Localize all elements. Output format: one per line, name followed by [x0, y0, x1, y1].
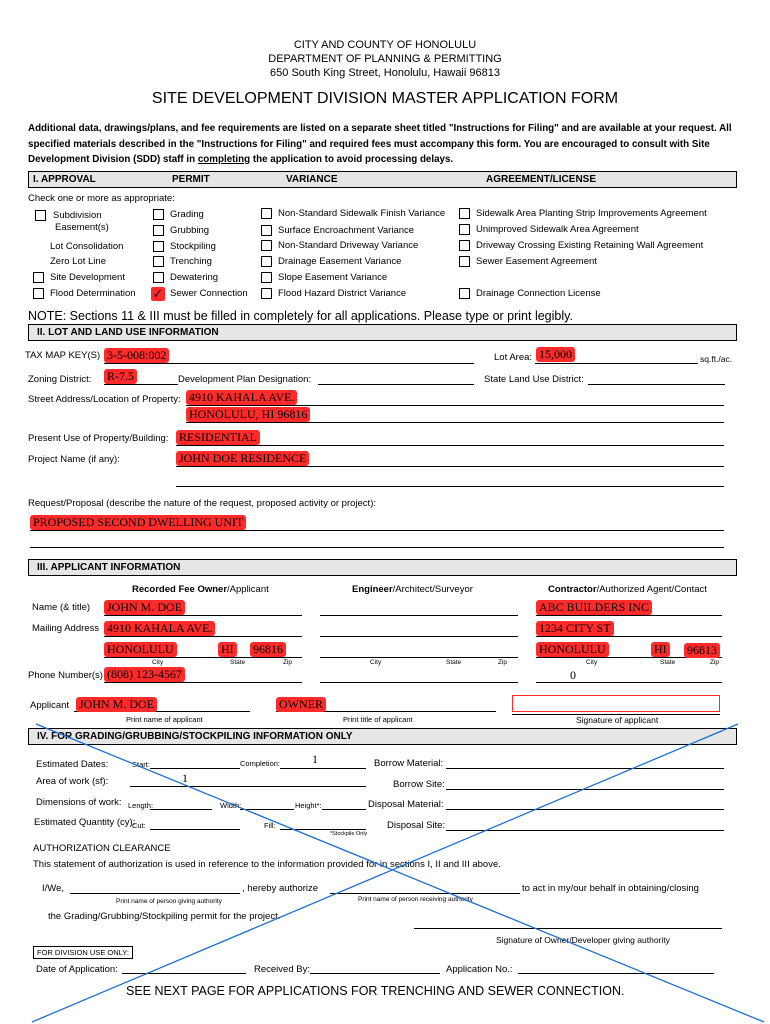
est-dates-label: Estimated Dates: — [36, 759, 109, 770]
cut-label: Cut: — [132, 821, 146, 830]
contractor-zip-caption: Zip — [710, 659, 720, 666]
dimensions-label: Dimensions of work: — [36, 797, 122, 808]
application-no-label: Application No.: — [446, 964, 513, 975]
present-use-label: Present Use of Property/Building: — [28, 433, 169, 444]
mailing-label: Mailing Address — [32, 623, 100, 634]
borrow-site-label: Borrow Site: — [393, 779, 445, 790]
label-slope-easement-variance: Slope Easement Variance — [278, 272, 388, 283]
col-approval: I. APPROVAL — [33, 174, 96, 185]
label-zero-lot-line: Zero Lot Line — [50, 256, 106, 267]
col-owner-header: Recorded Fee Owner/Applicant — [132, 584, 269, 595]
start-label: Start: — [132, 760, 150, 769]
division-use-box: FOR DIVISION USE ONLY: — [33, 946, 133, 959]
contractor-city-caption: City — [586, 659, 598, 666]
intro-paragraph: Additional data, drawings/plans, and fee requirements are listed on a separate sheet titled "Instructions for Filing" and are available at your request. All specified materials described in the "Instructions for Filing" and required fees must accompany this form. You are encouraged to consult with Site Development Division (SDD) staff in completing the application to avoid processing delays. — [28, 123, 732, 165]
label-grading: Grading — [170, 209, 204, 220]
section2-title: II. LOT AND LAND USE INFORMATION — [37, 327, 219, 338]
label-surface-encroachment: Surface Encroachment Variance — [278, 225, 415, 236]
label-lot-consolidation: Lot Consolidation — [50, 241, 124, 252]
phone-label: Phone Number(s) — [28, 670, 103, 681]
label-sewer-easement-agreement: Sewer Easement Agreement — [476, 256, 597, 267]
col-permit: PERMIT — [172, 174, 210, 185]
col-engineer-header: Engineer/Architect/Surveyor — [352, 584, 473, 595]
signature-caption: Signature of applicant — [576, 715, 659, 725]
project-name-label: Project Name (if any): — [28, 454, 120, 465]
form-title: SITE DEVELOPMENT DIVISION MASTER APPLICATION FORM — [151, 90, 619, 107]
label-drainage-easement-variance: Drainage Easement Variance — [278, 256, 402, 267]
authorization-statement: This statement of authorization is used in reference to the information provided for in sections I, II and III above. — [33, 859, 501, 870]
label-driveway-variance: Non-Standard Driveway Variance — [278, 240, 419, 251]
contractor-name-field[interactable]: ABC BUILDERS INC — [536, 600, 652, 615]
owner-city-field[interactable]: HONOLULU — [104, 642, 177, 657]
print-receiving-caption: Print name of person receiving authority — [358, 896, 473, 903]
owner-state-caption: State — [230, 659, 246, 666]
owner-name-field[interactable]: JOHN M. DOE — [104, 600, 185, 615]
section3-title: III. APPLICANT INFORMATION — [37, 562, 181, 573]
stockpile-note: *Stockpile Only — [330, 831, 368, 837]
label-driveway-crossing-agreement: Driveway Crossing Existing Retaining Wall Agreement — [476, 240, 704, 251]
i-we-label: I/We, — [42, 883, 64, 894]
lot-area-unit: sq.ft./ac. — [700, 354, 733, 364]
to-act-label: to act in my/our behalf in obtaining/closing — [522, 883, 699, 894]
print-title-caption: Print title of applicant — [343, 715, 413, 724]
completion-label: Completion: — [240, 759, 281, 768]
label-planting-strip-agreement: Sidewalk Area Planting Strip Improvements Agreement — [476, 208, 707, 219]
hereby-authorize-label: , hereby authorize — [242, 883, 319, 894]
agency-name: CITY AND COUNTY OF HONOLULU — [293, 39, 477, 51]
request-field[interactable]: PROPOSED SECOND DWELLING UNIT — [30, 515, 246, 530]
checkbox-sewer-connection-checked[interactable]: ✓ — [152, 286, 164, 301]
col-contractor-header: Contractor/Authorized Agent/Contact — [548, 584, 707, 595]
label-site-development: Site Development — [50, 272, 125, 283]
owner-phone-field[interactable]: (808) 123-4567 — [104, 667, 185, 682]
label-unimproved-sidewalk-agreement: Unimproved Sidewalk Area Agreement — [476, 224, 639, 235]
note-text: NOTE: Sections 11 & III must be filled in completely for all applications. Please type or print legibly. — [28, 309, 573, 323]
owner-zip-field[interactable]: 96816 — [250, 642, 286, 657]
col-variance: VARIANCE — [286, 174, 338, 185]
project-name-field[interactable]: JOHN DOE RESIDENCE — [176, 451, 309, 466]
height-label: Height*: — [295, 801, 322, 810]
print-giving-caption: Print name of person giving authority — [116, 898, 222, 905]
label-drainage-connection-license: Drainage Connection License — [476, 288, 601, 299]
contractor-city-field[interactable]: HONOLULU — [536, 642, 609, 657]
zoning-field[interactable]: R-7.5 — [104, 369, 137, 384]
completion-field[interactable]: 1 — [312, 752, 318, 766]
present-use-field[interactable]: RESIDENTIAL — [176, 430, 260, 445]
section4-title: IV. FOR GRADING/GRUBBING/STOCKPILING INFORMATION ONLY — [37, 731, 353, 742]
engineer-city-caption: City — [370, 659, 382, 666]
dev-plan-label: Development Plan Designation: — [178, 374, 312, 385]
owner-address-field[interactable]: 4910 KAHALA AVE. — [104, 621, 215, 636]
disposal-material-label: Disposal Material: — [368, 799, 444, 810]
contractor-state-caption: State — [660, 659, 676, 666]
length-label: Length: — [128, 801, 154, 810]
street-label: Street Address/Location of Property: — [28, 394, 181, 405]
label-dewatering: Dewatering — [170, 272, 219, 283]
agency-address: 650 South King Street, Honolulu, Hawaii 96813 — [270, 67, 500, 79]
footer-note: SEE NEXT PAGE FOR APPLICATIONS FOR TRENCHING AND SEWER CONNECTION. — [126, 984, 625, 998]
fill-label: Fill: — [264, 821, 276, 830]
label-trenching: Trenching — [170, 256, 212, 267]
street-field-2[interactable]: HONOLULU, HI 96816 — [186, 407, 310, 422]
applicant-label: Applicant — [30, 700, 70, 711]
owner-state-field[interactable]: HI — [218, 642, 237, 657]
label-flood-determination: Flood Determination — [50, 288, 136, 299]
contractor-address-field[interactable]: 1234 CITY ST — [536, 621, 614, 636]
department-name: DEPARTMENT OF PLANNING & PERMITTING — [268, 53, 502, 65]
contractor-state-field[interactable]: HI — [651, 642, 670, 657]
area-field[interactable]: 1 — [182, 771, 188, 785]
tmk-label: TAX MAP KEY(S) — [25, 350, 101, 361]
engineer-zip-caption: Zip — [498, 659, 508, 666]
label-sidewalk-finish-variance: Non-Standard Sidewalk Finish Variance — [278, 208, 446, 219]
applicant-title-field[interactable]: OWNER — [276, 697, 326, 712]
owner-city-caption: City — [152, 659, 164, 666]
tmk-field[interactable]: 3-5-008:002 — [104, 348, 169, 363]
state-land-label: State Land Use District: — [484, 374, 584, 385]
contractor-zip-field[interactable]: 96813 — [684, 643, 720, 658]
label-easements: Easement(s) — [55, 222, 109, 233]
borrow-material-label: Borrow Material: — [374, 758, 444, 769]
est-qty-label: Estimated Quantity (cy): — [34, 817, 136, 828]
print-name-caption: Print name of applicant — [126, 715, 203, 724]
area-label: Area of work (sf): — [36, 776, 109, 787]
street-field-1[interactable]: 4910 KAHALA AVE. — [186, 390, 297, 405]
received-by-label: Received By: — [254, 964, 310, 975]
col-agreement: AGREEMENT/LICENSE — [486, 174, 597, 185]
engineer-state-caption: State — [446, 659, 462, 666]
date-application-label: Date of Application: — [36, 964, 118, 975]
check-prompt: Check one or more as appropriate: — [28, 193, 175, 204]
owner-signature-caption: Signature of Owner/Developer giving authority — [496, 935, 670, 945]
permit-text: the Grading/Grubbing/Stockpiling permit for the project. — [48, 911, 281, 922]
zoning-label: Zoning District: — [28, 374, 92, 385]
authorization-heading: AUTHORIZATION CLEARANCE — [33, 843, 171, 854]
cross-out-line-1 — [32, 724, 738, 1022]
width-label: Width: — [220, 801, 242, 810]
label-stockpiling: Stockpiling — [170, 241, 216, 252]
label-sewer-connection: Sewer Connection — [170, 288, 248, 299]
disposal-site-label: Disposal Site: — [387, 820, 446, 831]
lot-area-field[interactable]: 15,000 — [536, 347, 575, 362]
contractor-phone-field[interactable]: 0 — [570, 668, 576, 682]
cross-out-line-2 — [36, 724, 764, 1022]
owner-zip-caption: Zip — [283, 659, 293, 666]
label-flood-hazard-variance: Flood Hazard District Variance — [278, 288, 407, 299]
applicant-name-field[interactable]: JOHN M. DOE — [76, 697, 157, 712]
name-label: Name (& title) — [32, 602, 91, 613]
label-grubbing: Grubbing — [170, 225, 210, 236]
request-label: Request/Proposal (describe the nature of the request, proposed activity or project): — [28, 498, 376, 509]
lot-area-label: Lot Area: — [494, 352, 533, 363]
label-subdivision: Subdivision — [53, 210, 102, 221]
